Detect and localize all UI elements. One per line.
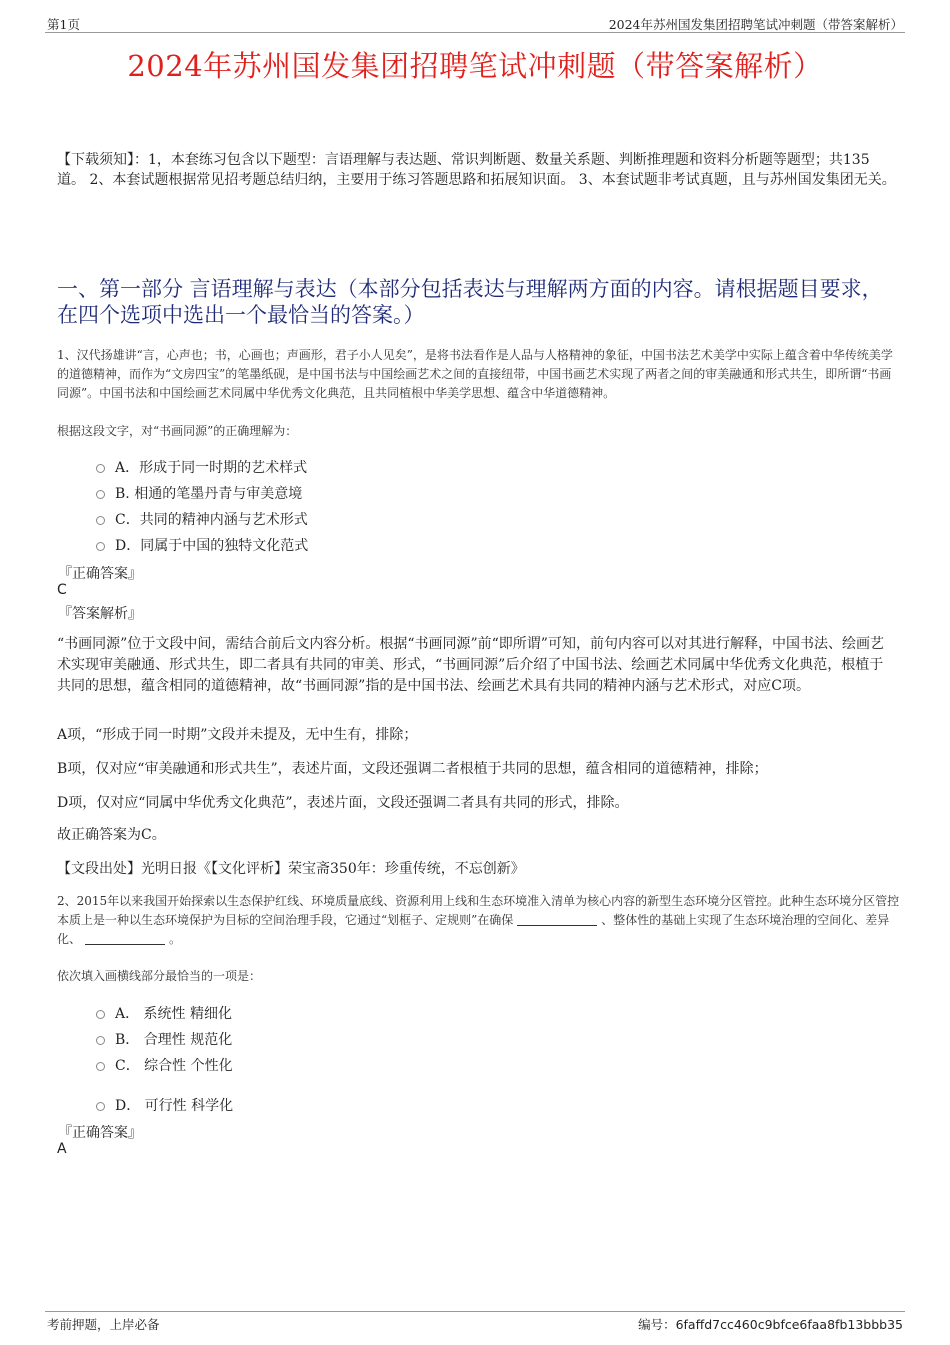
analysis-option-d: D项，仅对应“同属中华优秀文化典范”，表述片面，文段还强调二者具有共同的形式，排除。	[57, 795, 629, 811]
question-2-prompt: 依次填入画横线部分最恰当的一项是：	[57, 969, 262, 983]
analysis-option-b: B项，仅对应“审美融通和形式共生”，表述片面，文段还强调二者根植于共同的思想，蕴含相同的道德精神，排除；	[57, 761, 768, 777]
option-c[interactable]: C．共同的精神内涵与艺术形式	[96, 509, 308, 529]
page-header	[45, 14, 905, 33]
footer-slogan: 考前押题，上岸必备	[47, 1317, 160, 1332]
section-heading: 一、第一部分 言语理解与表达（本部分包括表达与理解两方面的内容。请根据题目要求，在四个选项中选出一个最恰当的答案。）	[57, 277, 883, 327]
download-notice: 【下载须知】：1，本套练习包含以下题型：言语理解与表达题、常识判断题、数量关系题、判断推理题和资料分析题等题型；共135道。 2、本套试题根据常见招考题总结归纳，主要用于练习答题思路和拓展知识面。 3、本套试题非考试真题，且与苏州国发集团无关。	[57, 152, 896, 188]
question-1-text: 1、汉代扬雄讲“言，心声也；书，心画也；声画形，君子小人见矣”，是将书法看作是人品与人格精神的象征，中国书法艺术美学中实际上蕴含着中华传统美学的道德精神，而作为“文房四宝”的笔墨纸砚，是中国书法与中国绘画艺术之间的直接纽带，中国书画艺术实现了两者之间的审美融通和形式共生，即所谓“书画同源”。中国书法和中国绘画艺术同属中华优秀文化典范，且共同植根中华美学思想、蕴含中华道德精神。	[57, 348, 893, 400]
radio-icon[interactable]	[96, 1062, 105, 1071]
page-footer	[45, 1311, 905, 1334]
radio-icon[interactable]	[96, 1036, 105, 1045]
question-2-text: 2、2015年以来我国开始探索以生态保护红线、环境质量底线、资源利用上线和生态环境准入清单为核心内容的新型生态环境分区管控。此种生态环境分区管控本质上是一种以生态环境保护为目标的空间治理手段，它通过“划框子、定规则”在确保 、整体性的基础上实现了生态环境治理的空间化、差异化、 。	[57, 894, 900, 946]
radio-icon[interactable]	[96, 516, 105, 525]
question-1-prompt: 根据这段文字，对“书画同源”的正确理解为：	[57, 424, 298, 438]
fill-blank-1	[517, 925, 597, 926]
document-code: 编号：6faffd7cc460c9bfce6faa8fb13bbb35	[638, 1317, 903, 1332]
page-number: 第1页	[47, 17, 80, 32]
option-a[interactable]: A． 系统性 精细化	[96, 1003, 232, 1023]
answer-value: A	[57, 1141, 67, 1157]
answer-value: C	[57, 582, 67, 598]
fill-blank-2	[85, 944, 165, 945]
option-d[interactable]: D． 可行性 科学化	[96, 1095, 233, 1115]
analysis-option-a: A项，“形成于同一时期”文段并未提及，无中生有，排除；	[57, 727, 418, 743]
option-a[interactable]: A．形成于同一时期的艺术样式	[96, 457, 307, 477]
analysis-label: 『答案解析』	[58, 606, 142, 622]
answer-label: 『正确答案』	[58, 566, 142, 582]
analysis-conclusion: 故正确答案为C。	[57, 827, 166, 843]
option-b[interactable]: B. 相通的笔墨丹青与审美意境	[96, 483, 302, 503]
radio-icon[interactable]	[96, 542, 105, 551]
option-d[interactable]: D．同属于中国的独特文化范式	[96, 535, 308, 555]
radio-icon[interactable]	[96, 490, 105, 499]
answer-label: 『正确答案』	[58, 1125, 142, 1141]
passage-source: 【文段出处】光明日报《【文化评析】荣宝斋350年：珍重传统，不忘创新》	[57, 861, 525, 877]
document-title: 2024年苏州国发集团招聘笔试冲刺题（带答案解析）	[127, 49, 823, 83]
header-doc-title: 2024年苏州国发集团招聘笔试冲刺题（带答案解析）	[608, 17, 903, 32]
radio-icon[interactable]	[96, 1010, 105, 1019]
option-b[interactable]: B． 合理性 规范化	[96, 1029, 232, 1049]
radio-icon[interactable]	[96, 464, 105, 473]
analysis-text: “书画同源”位于文段中间，需结合前后文内容分析。根据“书画同源”前“即所谓”可知，前句内容可以对其进行解释，中国书法、绘画艺术实现审美融通、形式共生，即二者具有共同的审美、形式，“书画同源”后介绍了中国书法、绘画艺术同属中华优秀文化典范，根植于共同的思想，蕴含相同的道德精神，故“书画同源”指的是中国书法、绘画艺术具有共同的精神内涵与艺术形式，对应C项。	[57, 636, 884, 694]
option-c[interactable]: C． 综合性 个性化	[96, 1055, 233, 1075]
radio-icon[interactable]	[96, 1102, 105, 1111]
